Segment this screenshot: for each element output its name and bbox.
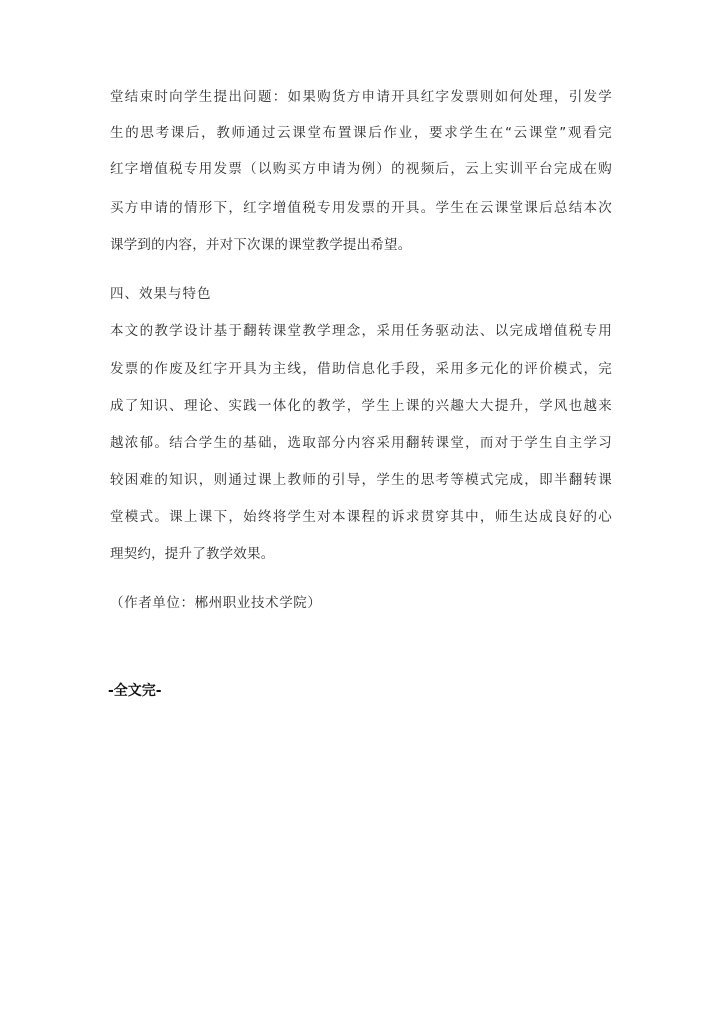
text-line: 较困难的知识，则通过课上教师的引导，学生的思考等模式完成，即半翻转课	[110, 472, 612, 488]
text-line: 堂结束时向学生提出问题：如果购货方申请开具红字发票则如何处理，引发学	[110, 89, 612, 105]
text-line: 成了知识、理论、实践一体化的教学，学生上课的兴趣大大提升，学风也越来	[110, 398, 612, 414]
end-of-article-mark: -全文完-	[108, 683, 162, 699]
section-heading: 四、效果与特色	[110, 286, 212, 302]
text-line: 理契约，提升了教学效果。	[110, 546, 275, 562]
text-line: 堂模式。课上课下，始终将学生对本课程的诉求贯穿其中，师生达成良好的心	[110, 509, 612, 525]
text-line: 生的思考课后，教师通过云课堂布置课后作业，要求学生在“云课堂”观看完	[110, 125, 612, 141]
text-line: 越浓郁。结合学生的基础，选取部分内容采用翻转课堂，而对于学生自主学习	[110, 435, 612, 451]
author-affiliation: （作者单位：郴州职业技术学院）	[110, 595, 322, 611]
text-line: 本文的教学设计基于翻转课堂教学理念，采用任务驱动法、以完成增值税专用	[110, 323, 612, 339]
text-line: 课学到的内容，并对下次课的课堂教学提出希望。	[110, 237, 412, 253]
text-line: 红字增值税专用发票（以购买方申请为例）的视频后，云上实训平台完成在购	[110, 161, 612, 177]
text-line: 发票的作废及红字开具为主线，借助信息化手段，采用多元化的评价模式，完	[110, 361, 612, 377]
text-line: 买方申请的情形下，红字增值税专用发票的开具。学生在云课堂课后总结本次	[110, 200, 612, 216]
